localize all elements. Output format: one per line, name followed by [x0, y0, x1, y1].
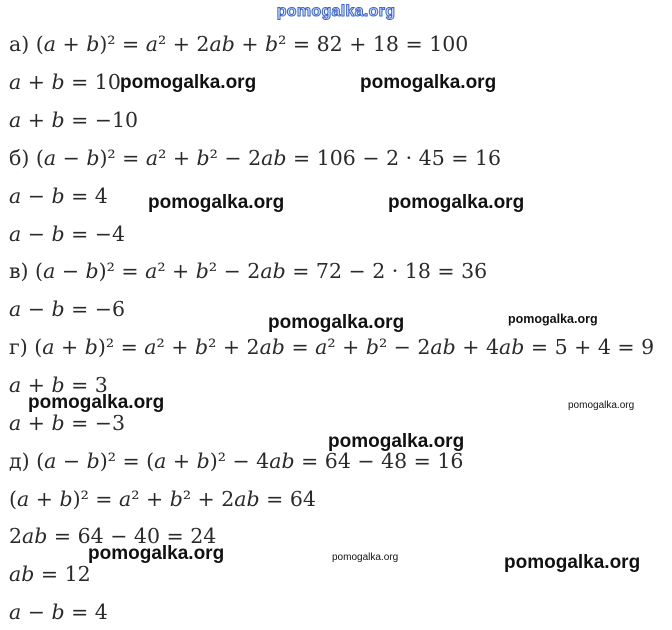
solution-line-a3: a + b = −10: [9, 108, 139, 132]
solution-line-g1: г) (a + b)² = a² + b² + 2ab = a² + b² − 2ab + 4ab = 5 + 4 = 9: [9, 335, 655, 359]
watermark: pomogalka.org: [268, 312, 405, 333]
solution-line-b1: б) (a − b)² = a² + b² − 2ab = 106 − 2 · 45 = 16: [9, 146, 502, 170]
solution-line-v2: a − b = −6: [9, 297, 126, 321]
solution-line-a2: a + b = 10: [9, 70, 121, 94]
solution-line-b2: a − b = 4: [9, 184, 108, 208]
watermark: pomogalka.org: [332, 552, 399, 563]
solution-line-d1: д) (a − b)² = (a + b)² − 4ab = 64 − 48 = 16: [9, 449, 464, 473]
solution-line-g2: a + b = 3: [9, 373, 108, 397]
solution-line-d2: (a + b)² = a² + b² + 2ab = 64: [9, 487, 316, 511]
watermark: pomogalka.org: [568, 400, 635, 411]
watermark: pomogalka.org: [88, 543, 225, 564]
solution-line-g3: a + b = −3: [9, 411, 126, 435]
watermark: pomogalka.org: [28, 392, 165, 413]
watermark: pomogalka.org: [360, 72, 497, 93]
watermark: pomogalka.org: [148, 192, 285, 213]
header-watermark: pomogalka.org: [276, 3, 396, 20]
watermark: pomogalka.org: [504, 552, 641, 573]
solution-line-v1: в) (a − b)² = a² + b² − 2ab = 72 − 2 · 18 = 36: [9, 259, 488, 283]
watermark: pomogalka.org: [388, 192, 525, 213]
solution-line-a1: а) (a + b)² = a² + 2ab + b² = 82 + 18 = 100: [9, 32, 469, 56]
solution-line-d3: 2ab = 64 − 40 = 24: [9, 524, 217, 548]
watermark: pomogalka.org: [120, 72, 257, 93]
solution-line-d5: a − b = 4: [9, 600, 108, 624]
watermark: pomogalka.org: [508, 312, 598, 326]
solution-line-b3: a − b = −4: [9, 222, 126, 246]
watermark: pomogalka.org: [328, 431, 465, 452]
solution-line-d4: ab = 12: [9, 562, 91, 586]
